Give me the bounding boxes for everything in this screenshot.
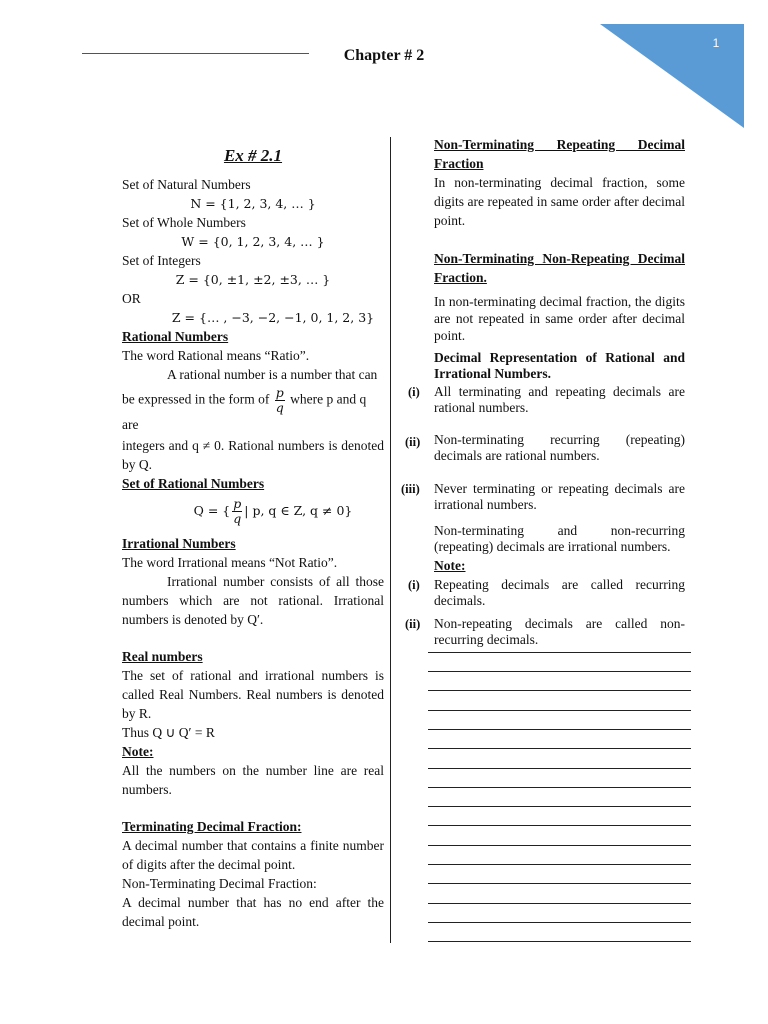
real-thus: Thus Q ∪ Q′ = R — [122, 725, 215, 740]
list-item: (ii) Non-repeating decimals are called non-recurring decimals. — [405, 616, 685, 647]
extra-text: Non-terminating and non-recurring (repeating) decimals are irrational numbers. — [434, 523, 685, 554]
left-column — [122, 175, 384, 931]
integers-label: Set of Integers — [122, 253, 201, 268]
set-rational-formula: Q = { $\frac{p}{q}$ | p, q ∈ Z, q ≠ 0} — [193, 496, 353, 526]
ntnr-def: In non-terminating decimal fraction, the digits are not repeated in same order after decimal point. — [434, 294, 685, 343]
list-item: (i) All terminating and repeating decimals are rational numbers. — [408, 384, 685, 415]
real-def: The set of rational and irrational numbers is called Real Numbers. Real numbers is denoted by R. — [122, 668, 384, 721]
ntr-def: In non-terminating decimal fraction, some digits are repeated in same order after decimal point. — [434, 175, 685, 228]
writing-line — [428, 864, 691, 865]
writing-line — [428, 710, 691, 711]
note-text-left: All the numbers on the number line are real numbers. — [122, 763, 384, 797]
irrational-meaning: The word Irrational means “Not Ratio”. — [122, 555, 338, 570]
ntnr-heading: Non-Terminating Non-Repeating Decimal Fraction. — [434, 251, 685, 285]
rational-def-line1: A rational number is a number that can — [167, 367, 378, 382]
whole-label: Set of Whole Numbers — [122, 215, 246, 230]
right-column — [434, 135, 685, 382]
writing-line — [428, 922, 691, 923]
list-item: (i) Repeating decimals are called recurring decimals. — [408, 577, 685, 608]
note-heading-left: Note: — [122, 744, 154, 759]
writing-line — [428, 748, 691, 749]
writing-line — [428, 845, 691, 846]
real-heading: Real numbers — [122, 649, 203, 664]
dec-rep-heading: Decimal Representation of Rational and Irrational Numbers. — [434, 350, 685, 381]
set-rational-heading: Set of Rational Numbers — [122, 476, 265, 491]
integers-set: Z = {0, ±1, ±2, ±3, … } — [175, 272, 331, 287]
irrational-def: Irrational number consists of all those numbers which are not rational. Irrational numbers is denoted by Q′. — [122, 574, 384, 627]
fraction-p-over-q: $\frac{p}{q}$ — [275, 385, 284, 415]
writing-line — [428, 729, 691, 730]
writing-line — [428, 903, 691, 904]
terminating-heading: Terminating Decimal Fraction: — [122, 819, 302, 834]
rational-def-line3: integers and q ≠ 0. Rational numbers is denoted by Q. — [122, 438, 384, 472]
writing-line — [428, 690, 691, 691]
irrational-heading: Irrational Numbers — [122, 536, 236, 551]
rational-meaning: The word Rational means “Ratio”. — [122, 348, 310, 363]
nonterm-label: Non-Terminating Decimal Fraction: — [122, 876, 317, 891]
ntr-heading: Non-Terminating Repeating Decimal Fraction — [434, 137, 685, 171]
whole-set: W = {0, 1, 2, 3, 4, … } — [181, 234, 325, 249]
writing-line — [428, 652, 691, 653]
note-heading-right: Note: — [434, 558, 466, 573]
page-number: 1 — [712, 36, 720, 50]
chapter-title: Chapter # 2 — [343, 47, 425, 64]
natural-label: Set of Natural Numbers — [122, 177, 251, 192]
natural-set: N = {1, 2, 3, 4, … } — [190, 196, 316, 211]
writing-line — [428, 883, 691, 884]
rational-heading: Rational Numbers — [122, 329, 229, 344]
rational-def-line2: be expressed in the form of $\frac{p}{q}$ where p and q are — [122, 385, 367, 432]
writing-line — [428, 671, 691, 672]
writing-line — [428, 787, 691, 788]
writing-line — [428, 806, 691, 807]
list-item: (iii) Never terminating or repeating decimals are irrational numbers. — [401, 481, 685, 512]
integers-set-alt: Z = {… , −3, −2, −1, 0, 1, 2, 3} — [171, 310, 375, 325]
list-item: (ii) Non-terminating recurring (repeating) decimals are rational numbers. — [405, 432, 685, 463]
writing-line — [428, 768, 691, 769]
dec-rep-list — [398, 384, 685, 648]
nonterm-def: A decimal number that has no end after the decimal point. — [122, 895, 384, 929]
exercise-title: Ex # 2.1 — [223, 146, 283, 165]
column-divider — [390, 137, 391, 943]
terminating-def: A decimal number that contains a finite number of digits after the decimal point. — [122, 838, 384, 872]
writing-line — [428, 825, 691, 826]
or-text: OR — [122, 291, 141, 306]
writing-line — [428, 941, 691, 942]
